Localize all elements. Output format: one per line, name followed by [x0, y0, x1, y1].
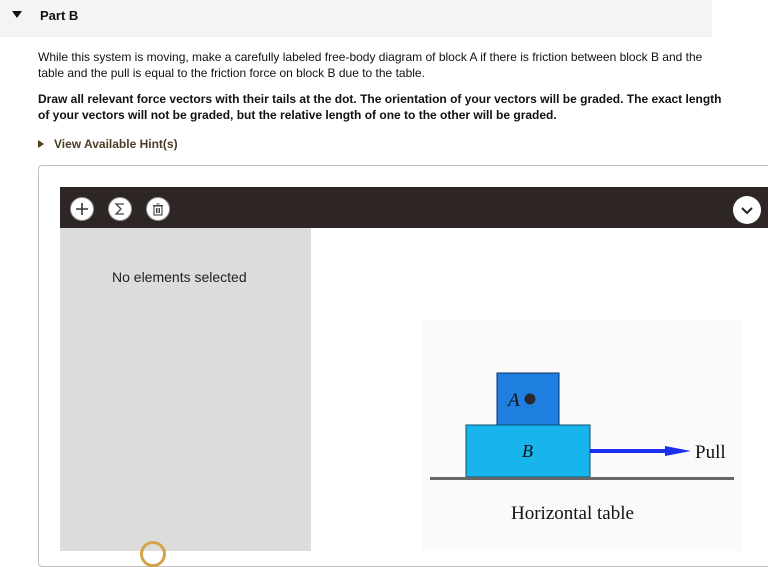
table-label: Horizontal table	[511, 503, 634, 524]
plus-icon	[71, 198, 93, 220]
part-header[interactable]	[0, 0, 712, 37]
dot-marker[interactable]	[525, 394, 536, 405]
block-b-label: B	[522, 441, 533, 461]
view-hints-link[interactable]	[38, 137, 178, 151]
brand-logo	[140, 541, 166, 567]
pull-label: Pull	[695, 442, 726, 463]
delete-button[interactable]	[146, 197, 170, 221]
pull-arrow-head	[665, 446, 691, 456]
part-title: Part B	[40, 8, 79, 23]
system-diagram	[421, 320, 741, 551]
add-vector-button[interactable]	[70, 197, 94, 221]
table-surface	[430, 477, 734, 480]
question-text: While this system is moving, make a carefully labeled free-body diagram of block A if there is friction between block B and the table and the pull is equal to the friction force on block B due to the table.	[38, 50, 703, 80]
sum-vectors-button[interactable]	[108, 197, 132, 221]
sigma-icon	[109, 198, 131, 220]
selection-status: No elements selected	[112, 269, 247, 285]
caret-right-icon	[38, 140, 44, 148]
trash-icon	[147, 198, 169, 220]
block-a-label: A	[508, 390, 520, 411]
collapse-arrow-icon[interactable]	[12, 11, 22, 18]
chevron-down-icon	[733, 196, 761, 224]
expand-button[interactable]	[733, 196, 761, 224]
instructions-text: Draw all relevant force vectors with their tails at the dot. The orientation of your vectors will be graded. The exact length of your vectors will not be graded, but the relative length of one to the other will be graded.	[38, 92, 722, 122]
diagram-svg	[421, 320, 741, 551]
view-hints-label: View Available Hint(s)	[54, 137, 178, 151]
